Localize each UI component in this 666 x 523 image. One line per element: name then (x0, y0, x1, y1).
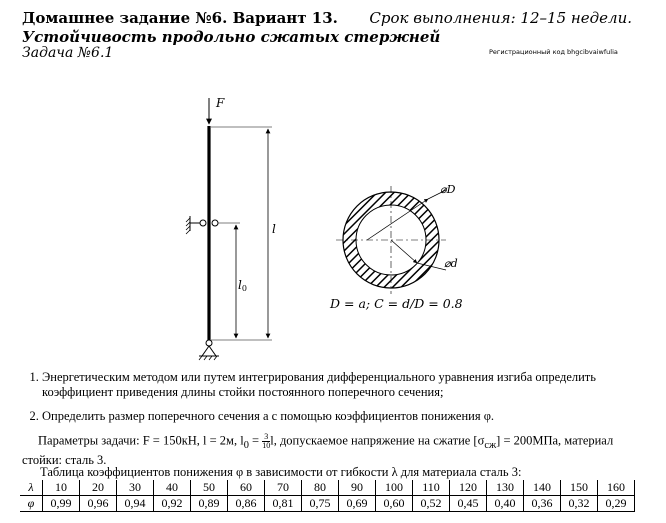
problem-parameters (22, 433, 642, 467)
fraction-numerator: 3 (264, 432, 269, 441)
table-cell: 140 (524, 480, 561, 496)
row-label-phi: φ (20, 496, 43, 512)
table-caption: Таблица коэффициентов понижения φ в зависимости от гибкости λ для материала сталь 3: (40, 465, 522, 479)
outer-diameter-label: ⌀D (440, 183, 456, 196)
table-cell: 10 (43, 480, 80, 496)
table-cell: 110 (413, 480, 450, 496)
task-item-2: 2. Определить размер поперечного сечения a с помощью коэффициентов понижения φ. (42, 409, 666, 424)
params-l0-sub: 0 (243, 439, 249, 451)
table-cell: 0,45 (450, 496, 487, 512)
table-cell: 0,69 (339, 496, 376, 512)
table-cell: 0,94 (117, 496, 154, 512)
table-cell: 0,86 (228, 496, 265, 512)
params-text-2: l, допускаемое напряжение на сжатие [σ (270, 433, 485, 448)
table-cell: 70 (265, 480, 302, 496)
table-cell: 130 (487, 480, 524, 496)
params-text-3: ] = 200МПа, материал стойки: сталь 3. (22, 433, 614, 467)
section-formula: D = a; C = d/D = 0.8 (330, 296, 463, 311)
table-cell: 0,32 (561, 496, 598, 512)
table-cell: 100 (376, 480, 413, 496)
column-scheme (186, 96, 276, 360)
table-cell: 0,60 (376, 496, 413, 512)
table-cell: 150 (561, 480, 598, 496)
task-item-1: 1. Энергетическим методом или путем интегрирования дифференциального уравнения изгиба определить коэффициент приведения длины стойки постоянного поперечного сечения; (42, 370, 666, 400)
table-cell: 0,52 (413, 496, 450, 512)
bottom-support (199, 340, 219, 360)
table-cell: 90 (339, 480, 376, 496)
table-cell: 40 (154, 480, 191, 496)
l0-dimension (218, 223, 247, 338)
inner-diameter-label: ⌀d (444, 257, 458, 270)
table-cell: 0,96 (80, 496, 117, 512)
assignment-title: Домашнее задание №6. Вариант 13. (22, 9, 338, 27)
force-label: F (216, 96, 225, 110)
table-cell: 160 (598, 480, 635, 496)
table-cell: 60 (228, 480, 265, 496)
fraction-denominator: 10 (262, 441, 271, 450)
table-cell: 0,36 (524, 496, 561, 512)
table-cell: 80 (302, 480, 339, 496)
cross-section (336, 183, 458, 294)
task-number: Задача №6.1 (22, 45, 114, 61)
row-label-lambda: λ (20, 480, 43, 496)
table-cell: 30 (117, 480, 154, 496)
params-sigma-sub: сж (484, 439, 497, 451)
registration-code: Регистрационный код bhgcibvaiwfulia (489, 48, 618, 56)
svg-text:l0 (238, 278, 247, 293)
length-dimension (211, 127, 276, 340)
topic-title: Устойчивость продольно сжатых стержней (22, 28, 441, 46)
l0-label: l (238, 278, 242, 292)
intermediate-support (186, 216, 218, 234)
table-row-lambda (20, 480, 635, 496)
l0-subscript: 0 (241, 284, 247, 293)
coefficient-table (20, 480, 635, 512)
table-cell: 0,75 (302, 496, 339, 512)
params-eq: = (248, 433, 263, 448)
table-cell: 0,92 (154, 496, 191, 512)
table-cell: 0,89 (191, 496, 228, 512)
table-cell: 0,99 (43, 496, 80, 512)
task-list (18, 370, 666, 433)
table-row-phi (20, 496, 635, 512)
params-text-1: Параметры задачи: F = 150кН, l = 2м, l (38, 433, 244, 448)
table-cell: 120 (450, 480, 487, 496)
table-cell: 0,29 (598, 496, 635, 512)
table-cell: 20 (80, 480, 117, 496)
table-cell: 0,40 (487, 496, 524, 512)
deadline-text: Срок выполнения: 12–15 недели. (369, 9, 632, 27)
table-cell: 0,81 (265, 496, 302, 512)
length-label: l (272, 222, 276, 236)
table-cell: 50 (191, 480, 228, 496)
